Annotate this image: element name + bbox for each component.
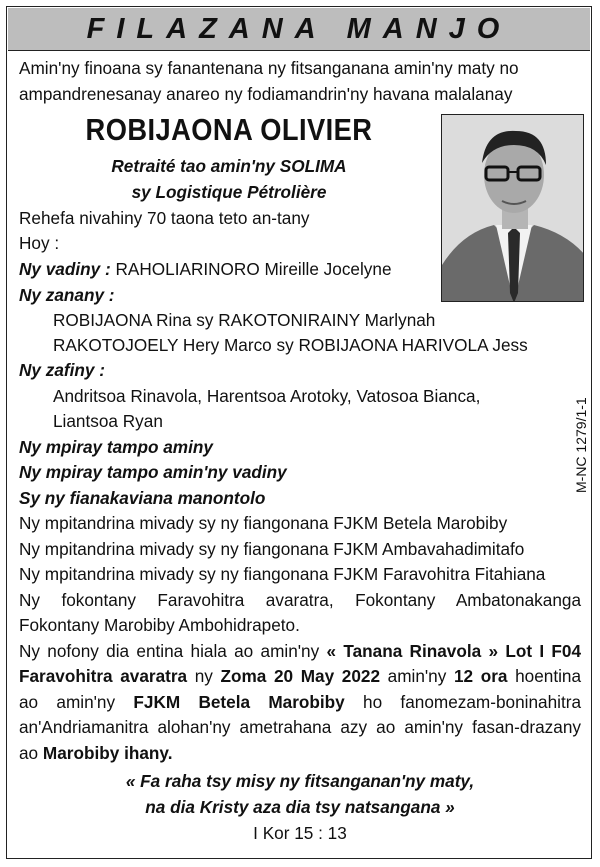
- intro-line-2: ampandrenesanay anareo ny fodiamandrin'ny havana malalanay: [19, 84, 513, 104]
- burial-place: Marobiby ihany.: [42, 743, 173, 763]
- deceased-role-1: Retraité tao amin'ny SOLIMA: [111, 156, 347, 176]
- grandchild-line: Andritsoa Rinavola, Harentsoa Arotoky, Vatosoa Bianca,: [53, 386, 481, 406]
- child-line: ROBIJAONA Rina sy RAKOTONIRAINY Marlynah: [53, 310, 436, 330]
- church-line: Ny mpitandrina mivady sy ny fiangonana FJKM Betela Marobiby: [19, 513, 508, 533]
- funeral-line-5: [19, 742, 172, 764]
- funeral-text: amin'ny: [387, 666, 447, 686]
- fokontany-line-1: Ny fokontany Faravohitra avaratra, Fokontany Ambatonakanga: [19, 590, 581, 610]
- church-line: Ny mpitandrina mivady sy ny fiangonana FJKM Faravohitra Fitahiana: [19, 564, 546, 584]
- funeral-time: 12 ora: [453, 666, 508, 686]
- funeral-text: ao amin'ny: [19, 692, 116, 712]
- portrait-image: [442, 115, 584, 302]
- spouse-name: RAHOLIARINORO Mireille Jocelyne: [115, 259, 392, 279]
- church-line: Ny mpitandrina mivady sy ny fiangonana FJKM Ambavahadimitafo: [19, 539, 525, 559]
- grandchildren-label: Ny zafiny :: [19, 360, 105, 380]
- funeral-church: FJKM Betela Marobiby: [133, 692, 345, 712]
- funeral-text: hoentina: [515, 666, 582, 686]
- spouse-line: [19, 258, 392, 280]
- spouse-label: Ny vadiny :: [19, 259, 111, 279]
- verse-line-2: na dia Kristy aza dia tsy natsangana »: [145, 797, 455, 817]
- children-label: Ny zanany :: [19, 285, 115, 305]
- funeral-home-name: « Tanana Rinavola »: [326, 641, 499, 661]
- funeral-text: ho fanomezam-boninahitra: [363, 692, 582, 712]
- relatives-line: Ny mpiray tampo aminy: [19, 437, 213, 457]
- funeral-line-1: [19, 640, 581, 662]
- notice-code: M-NC 1279/1-1: [573, 397, 589, 493]
- hoy-label: Hoy :: [19, 233, 60, 253]
- deceased-role-2: sy Logistique Pétrolière: [131, 182, 327, 202]
- verse-line-1: « Fa raha tsy misy ny fitsanganan'ny maty,: [125, 771, 475, 791]
- funeral-text: Ny nofony dia entina hiala ao amin'ny: [19, 641, 320, 661]
- funeral-line-2: [19, 665, 581, 687]
- funeral-date: Zoma 20 May 2022: [220, 666, 381, 686]
- funeral-line-4: an'Andriamanitra alohan'ny ametrahana azy ao amin'ny fasan-drazany: [19, 717, 581, 737]
- age-line: Rehefa nivahiny 70 taona teto an-tany: [19, 208, 310, 228]
- funeral-lot: Lot I F04: [505, 641, 582, 661]
- intro-line-1: Amin'ny finoana sy fanantenana ny fitsanganana amin'ny maty no: [19, 58, 519, 78]
- funeral-line-3: [19, 691, 581, 713]
- funeral-text: ny: [194, 666, 213, 686]
- relatives-line: Ny mpiray tampo amin'ny vadiny: [19, 462, 287, 482]
- verse-reference: I Kor 15 : 13: [253, 823, 347, 843]
- funeral-location: Faravohitra avaratra: [19, 666, 188, 686]
- fokontany-line-2: Fokontany Marobiby Ambohidrapeto.: [19, 615, 300, 635]
- notice-title: FILAZANA MANJO: [8, 8, 590, 51]
- funeral-text: ao: [19, 743, 39, 763]
- relatives-line: Sy ny fianakaviana manontolo: [19, 488, 266, 508]
- grandchild-line: Liantsoa Ryan: [53, 411, 163, 431]
- deceased-name: ROBIJAONA OLIVIER: [85, 112, 373, 147]
- child-line: RAKOTOJOELY Hery Marco sy ROBIJAONA HARIVOLA Jess: [53, 335, 528, 355]
- portrait-photo: [441, 114, 584, 302]
